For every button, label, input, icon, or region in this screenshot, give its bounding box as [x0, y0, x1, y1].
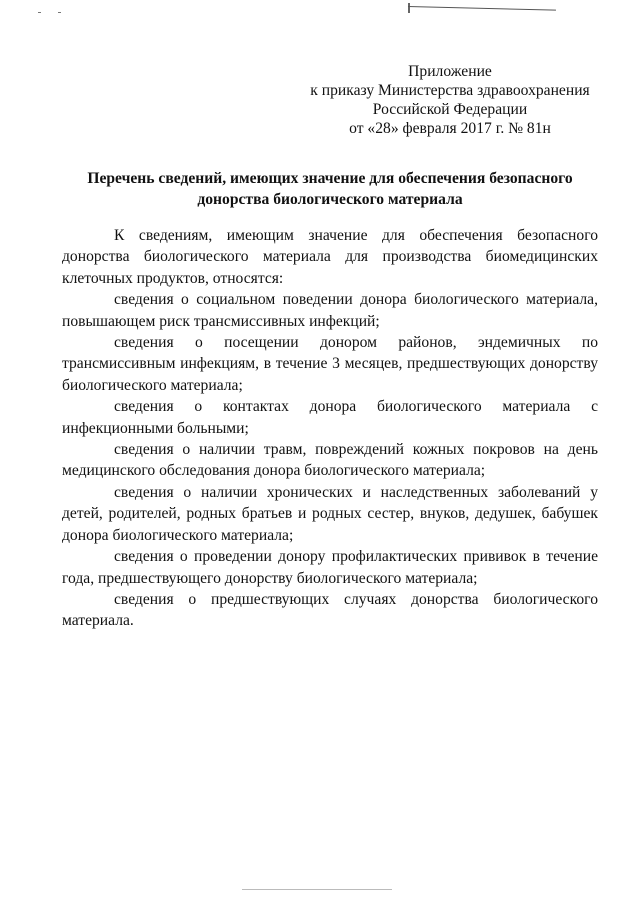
appendix-date-number: от «28» февраля 2017 г. № 81н	[349, 120, 551, 137]
list-item: сведения о предшествующих случаях донорства биологического материала.	[62, 590, 598, 630]
scan-artifact-top-mark	[408, 3, 410, 13]
scan-artifact-top-line	[408, 6, 556, 11]
appendix-order-ref: к приказу Министерства здравоохранения	[310, 82, 590, 99]
document-title-line: Перечень сведений, имеющих значение для обеспечения безопасного	[87, 170, 573, 187]
list-item: сведения о социальном поведении донора биологического материала, повышающем риск трансмиссивных инфекций;	[62, 291, 598, 330]
scan-artifact-bottom-line	[242, 889, 392, 890]
appendix-label: Приложение	[408, 63, 492, 80]
list-item: сведения о наличии травм, повреждений кожных покровов на день медицинского обследования донора биологического материала;	[62, 441, 598, 480]
list-item: сведения о контактах донора биологического материала с инфекционными больными;	[62, 398, 598, 437]
document-title-line: донорства биологического материала	[197, 191, 463, 208]
list-item: сведения о проведении донору профилактических прививок в течение года, предшествующего донорству биологического материала;	[62, 548, 598, 587]
scan-artifact-dot	[58, 12, 61, 13]
document-body	[62, 225, 598, 632]
list-item: сведения о посещении донором районов, эндемичных по трансмиссивным инфекциям, в течение 3 месяцев, предшествующих донорству биологического материала;	[62, 334, 598, 394]
list-item: сведения о наличии хронических и наследственных заболеваний у детей, родителей, родных братьев и родных сестер, внуков, дедушек, бабушек донора биологического материала;	[62, 483, 598, 544]
appendix-country: Российской Федерации	[372, 101, 528, 118]
scan-artifact-dot	[38, 12, 41, 13]
appendix-header	[300, 62, 600, 138]
document-title	[60, 168, 600, 210]
intro-paragraph: К сведениям, имеющим значение для обеспечения безопасного донорства биологического материала для производства биомедицинских клеточных продуктов, относятся:	[62, 227, 598, 287]
